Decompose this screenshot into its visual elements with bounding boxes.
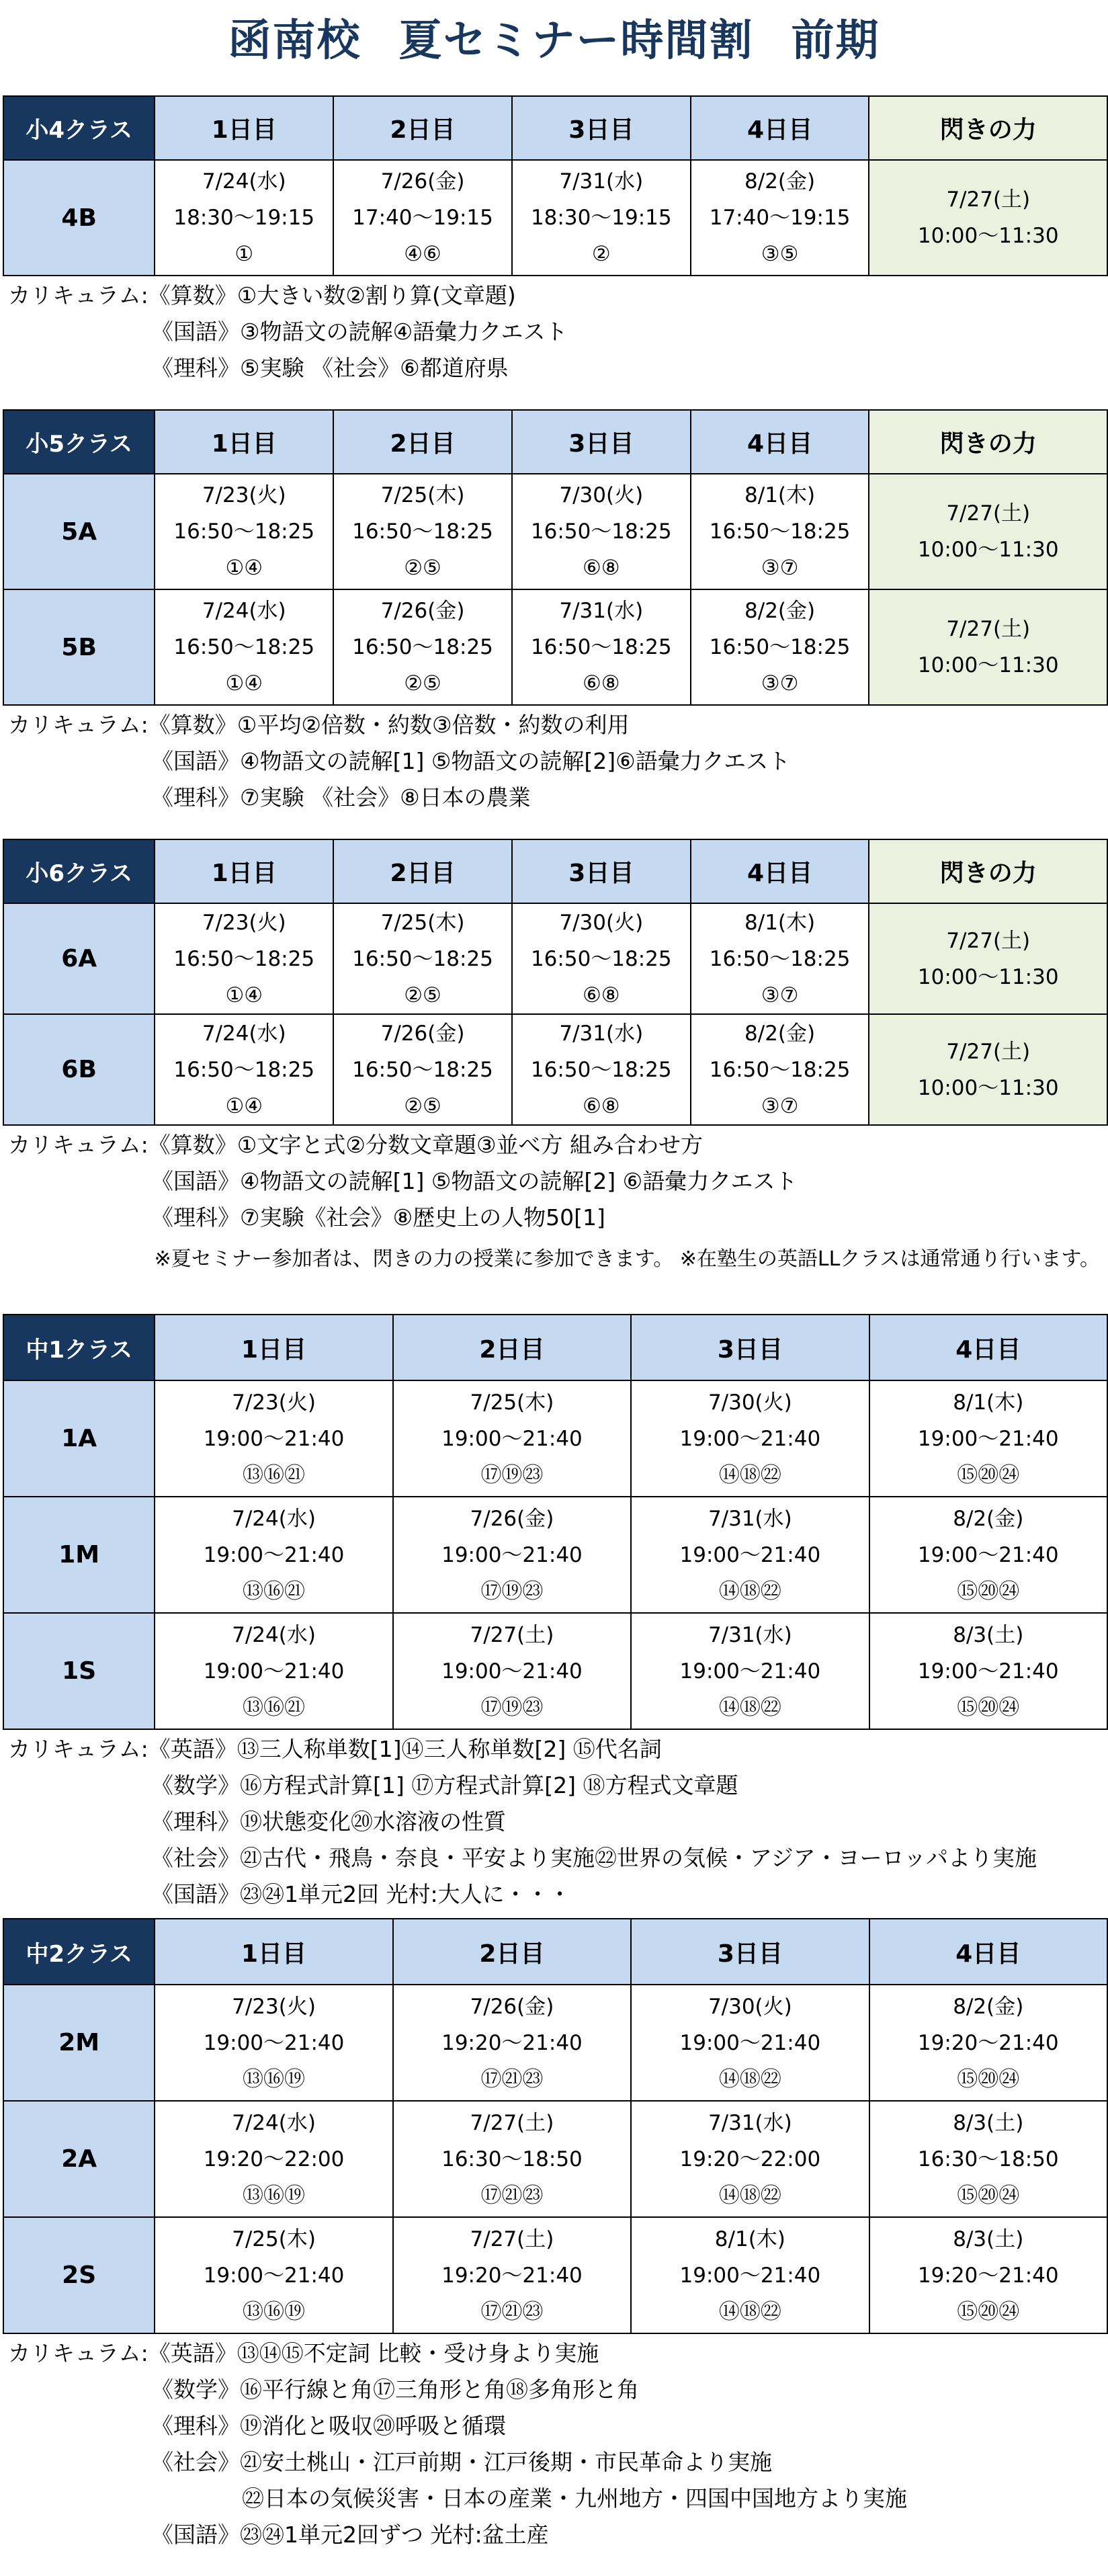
day-header: 4日目 bbox=[691, 410, 869, 474]
class-label: 小5クラス bbox=[3, 410, 155, 474]
day-header: 2日目 bbox=[333, 839, 512, 903]
curriculum-sho5: カリキュラム:《算数》①平均②倍数・約数③倍数・約数の利用 《国語》④物語文の読解[1] ⑤物語文の読解[2]⑥語彙力クエスト 《理科》⑦実験 《社会》⑧日本の農業 bbox=[8, 712, 791, 811]
schedule-cell: 7/27(土) 16:30〜18:50 ⑰㉑㉓ bbox=[393, 2101, 631, 2217]
schedule-cell: 7/24(水) 19:00〜21:40 ⑬⑯㉑ bbox=[155, 1613, 392, 1729]
schedule-cell: 8/1(木) 16:50〜18:25 ③⑦ bbox=[691, 474, 869, 589]
schedule-cell: 7/24(水) 19:00〜21:40 ⑬⑯㉑ bbox=[155, 1497, 392, 1613]
schedule-cell: 7/30(火) 16:50〜18:25 ⑥⑧ bbox=[512, 474, 691, 589]
row-label: 5B bbox=[3, 589, 155, 705]
schedule-cell: 7/23(火) 16:50〜18:25 ①④ bbox=[155, 474, 333, 589]
schedule-cell: 7/31(水) 16:50〜18:25 ⑥⑧ bbox=[512, 589, 691, 705]
hirameki-cell: 7/27(土) 10:00〜11:30 bbox=[869, 1014, 1107, 1125]
day-header: 4日目 bbox=[691, 839, 869, 903]
class-label: 中2クラス bbox=[3, 1919, 155, 1985]
schedule-cell: 8/1(木) 16:50〜18:25 ③⑦ bbox=[691, 903, 869, 1014]
day-header: 3日目 bbox=[631, 1315, 869, 1380]
title-school: 函南校 bbox=[228, 16, 361, 66]
schedule-cell: 8/2(金) 19:00〜21:40 ⑮⑳㉔ bbox=[869, 1497, 1107, 1613]
schedule-cell: 7/25(木) 16:50〜18:25 ②⑤ bbox=[333, 474, 512, 589]
schedule-cell: 8/3(土) 19:00〜21:40 ⑮⑳㉔ bbox=[869, 1613, 1107, 1729]
title-term: 前期 bbox=[791, 16, 880, 66]
day-header: 1日目 bbox=[155, 410, 333, 474]
hirameki-cell: 7/27(土) 10:00〜11:30 bbox=[869, 903, 1107, 1014]
schedule-cell: 8/3(土) 16:30〜18:50 ⑮⑳㉔ bbox=[869, 2101, 1107, 2217]
day-header: 3日目 bbox=[512, 96, 691, 160]
schedule-cell: 7/24(水) 16:50〜18:25 ①④ bbox=[155, 589, 333, 705]
curriculum-sho4: カリキュラム:《算数》①大きい数②割り算(文章題) 《国語》③物語文の読解④語彙力クエスト 《理科》⑤実験 《社会》⑥都道府県 bbox=[8, 282, 568, 381]
class-label: 中1クラス bbox=[3, 1315, 155, 1380]
schedule-cell: 7/27(土) 19:20〜21:40 ⑰㉑㉓ bbox=[393, 2217, 631, 2333]
row-label: 6A bbox=[3, 903, 155, 1014]
row-label: 2S bbox=[3, 2217, 155, 2333]
row-label: 1A bbox=[3, 1380, 155, 1497]
notice-text: ※夏セミナー参加者は、閃きの力の授業に参加できます。 ※在塾生の英語LLクラスは通常通り行います。 bbox=[154, 1247, 1100, 1271]
section-chu2 bbox=[0, 1918, 1108, 2553]
schedule-cell: 8/3(土) 19:20〜21:40 ⑮⑳㉔ bbox=[869, 2217, 1107, 2333]
day-header: 3日目 bbox=[512, 839, 691, 903]
day-header: 2日目 bbox=[393, 1919, 631, 1985]
class-label: 小6クラス bbox=[3, 839, 155, 903]
hirameki-cell: 7/27(土) 10:00〜11:30 bbox=[869, 589, 1107, 705]
schedule-cell: 8/2(金) 16:50〜18:25 ③⑦ bbox=[691, 589, 869, 705]
schedule-cell: 7/24(水) 16:50〜18:25 ①④ bbox=[155, 1014, 333, 1125]
schedule-cell: 7/31(水) 19:00〜21:40 ⑭⑱㉒ bbox=[631, 1497, 869, 1613]
schedule-cell: 8/2(金) 16:50〜18:25 ③⑦ bbox=[691, 1014, 869, 1125]
schedule-cell: 8/2(金) 19:20〜21:40 ⑮⑳㉔ bbox=[869, 1985, 1107, 2101]
timetable-chu1 bbox=[3, 1314, 1108, 1730]
day-header: 1日目 bbox=[155, 1315, 392, 1380]
schedule-cell: 7/31(水) 18:30〜19:15 ② bbox=[512, 160, 691, 276]
hirameki-cell: 7/27(土) 10:00〜11:30 bbox=[869, 474, 1107, 589]
day-header: 4日目 bbox=[869, 1315, 1107, 1380]
schedule-cell: 8/1(木) 19:00〜21:40 ⑮⑳㉔ bbox=[869, 1380, 1107, 1497]
row-label: 5A bbox=[3, 474, 155, 589]
day-header: 3日目 bbox=[512, 410, 691, 474]
timetable-sho6 bbox=[3, 839, 1108, 1126]
schedule-cell: 7/31(水) 19:00〜21:40 ⑭⑱㉒ bbox=[631, 1613, 869, 1729]
schedule-cell: 7/25(木) 19:00〜21:40 ⑬⑯⑲ bbox=[155, 2217, 392, 2333]
row-label: 4B bbox=[3, 160, 155, 276]
section-sho5 bbox=[0, 409, 1108, 816]
schedule-cell: 7/30(火) 19:00〜21:40 ⑭⑱㉒ bbox=[631, 1380, 869, 1497]
schedule-cell: 7/31(水) 19:20〜22:00 ⑭⑱㉒ bbox=[631, 2101, 869, 2217]
day-header: 4日目 bbox=[869, 1919, 1107, 1985]
title-seminar: 夏セミナー時間割 bbox=[398, 16, 754, 66]
row-label: 6B bbox=[3, 1014, 155, 1125]
hirameki-header: 閃きの力 bbox=[869, 410, 1107, 474]
hirameki-header: 閃きの力 bbox=[869, 839, 1107, 903]
row-label: 1M bbox=[3, 1497, 155, 1613]
schedule-cell: 7/25(木) 19:00〜21:40 ⑰⑲㉓ bbox=[393, 1380, 631, 1497]
schedule-cell: 7/30(火) 19:00〜21:40 ⑭⑱㉒ bbox=[631, 1985, 869, 2101]
section-chu1 bbox=[0, 1314, 1108, 1913]
schedule-cell: 7/26(金) 16:50〜18:25 ②⑤ bbox=[333, 1014, 512, 1125]
row-label: 2M bbox=[3, 1985, 155, 2101]
curriculum-chu1: カリキュラム:《英語》⑬三人称単数[1]⑭三人称単数[2] ⑮代名詞 《数学》⑯方程式計算[1] ⑰方程式計算[2] ⑱方程式文章題 《理科》⑲状態変化⑳水溶液の性質 《社会》㉑古代・飛鳥・奈良・平安より実施㉒世界の気候・アジア・ヨーロッパより実施 《国語》㉓㉔1単元2回 光村:大人に・・・ bbox=[8, 1736, 1037, 1907]
schedule-cell: 7/31(水) 16:50〜18:25 ⑥⑧ bbox=[512, 1014, 691, 1125]
schedule-cell: 7/26(金) 19:00〜21:40 ⑰⑲㉓ bbox=[393, 1497, 631, 1613]
schedule-cell: 7/23(火) 16:50〜18:25 ①④ bbox=[155, 903, 333, 1014]
day-header: 3日目 bbox=[631, 1919, 869, 1985]
schedule-cell: 8/1(木) 19:00〜21:40 ⑭⑱㉒ bbox=[631, 2217, 869, 2333]
day-header: 1日目 bbox=[155, 96, 333, 160]
day-header: 4日目 bbox=[691, 96, 869, 160]
schedule-cell: 7/25(木) 16:50〜18:25 ②⑤ bbox=[333, 903, 512, 1014]
day-header: 2日目 bbox=[333, 96, 512, 160]
class-label: 小4クラス bbox=[3, 96, 155, 160]
schedule-cell: 7/26(金) 16:50〜18:25 ②⑤ bbox=[333, 589, 512, 705]
row-label: 1S bbox=[3, 1613, 155, 1729]
timetable-sho5 bbox=[3, 409, 1108, 706]
day-header: 1日目 bbox=[155, 839, 333, 903]
day-header: 1日目 bbox=[155, 1919, 392, 1985]
schedule-cell: 8/2(金) 17:40〜19:15 ③⑤ bbox=[691, 160, 869, 276]
schedule-cell: 7/23(火) 19:00〜21:40 ⑬⑯⑲ bbox=[155, 1985, 392, 2101]
section-sho4 bbox=[0, 95, 1108, 386]
schedule-cell: 7/23(火) 19:00〜21:40 ⑬⑯㉑ bbox=[155, 1380, 392, 1497]
hirameki-header: 閃きの力 bbox=[869, 96, 1107, 160]
row-label: 2A bbox=[3, 2101, 155, 2217]
day-header: 2日目 bbox=[393, 1315, 631, 1380]
schedule-cell: 7/24(水) 19:20〜22:00 ⑬⑯⑲ bbox=[155, 2101, 392, 2217]
day-header: 2日目 bbox=[333, 410, 512, 474]
page-title bbox=[0, 0, 1108, 74]
section-sho6 bbox=[0, 839, 1108, 1236]
curriculum-chu2: カリキュラム:《英語》⑬⑭⑮不定詞 比較・受け身より実施 《数学》⑯平行線と角⑰三角形と角⑱多角形と角 《理科》⑲消化と吸収⑳呼吸と循環 《社会》㉑安土桃山・江戸前期・江戸後期・市民革命より実施 ㉒日本の気候災害・日本の産業・九州地方・四国中国地方より実施 《国語》㉓㉔1単元2回ずつ 光村:盆土産 bbox=[8, 2340, 907, 2548]
schedule-cell: 7/27(土) 19:00〜21:40 ⑰⑲㉓ bbox=[393, 1613, 631, 1729]
schedule-cell: 7/26(金) 17:40〜19:15 ④⑥ bbox=[333, 160, 512, 276]
curriculum-sho6: カリキュラム:《算数》①文字と式②分数文章題③並べ方 組み合わせ方 《国語》④物語文の読解[1] ⑤物語文の読解[2] ⑥語彙力クエスト 《理科》⑦実験《社会》⑧歴史上の人物50[1] bbox=[8, 1132, 798, 1231]
schedule-cell: 7/30(火) 16:50〜18:25 ⑥⑧ bbox=[512, 903, 691, 1014]
schedule-cell: 7/24(水) 18:30〜19:15 ① bbox=[155, 160, 333, 276]
schedule-cell: 7/26(金) 19:20〜21:40 ⑰㉑㉓ bbox=[393, 1985, 631, 2101]
timetable-sho4 bbox=[3, 95, 1108, 276]
timetable-chu2 bbox=[3, 1918, 1108, 2334]
hirameki-cell: 7/27(土) 10:00〜11:30 bbox=[869, 160, 1107, 276]
